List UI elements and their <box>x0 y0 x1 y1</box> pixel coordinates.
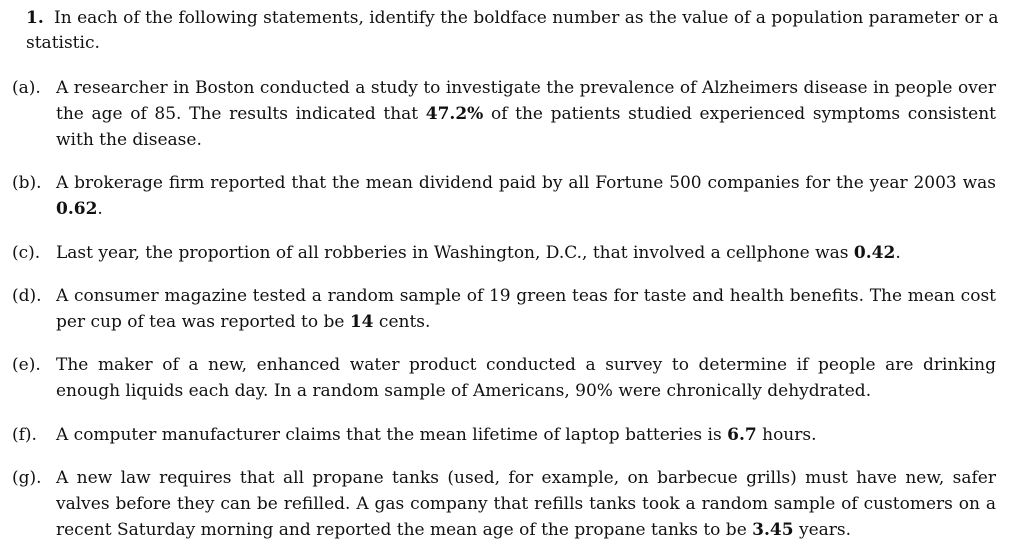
part-g <box>12 465 996 543</box>
statement-text: Last year, the proportion of all robberies in Washington, D.C., that involved a cellphone was <box>56 243 854 263</box>
question-number: 1. <box>26 8 44 28</box>
statement-text-end: cents. <box>373 312 431 332</box>
part-label: (c). <box>12 243 41 263</box>
question-header <box>26 6 1001 56</box>
part-d <box>12 283 996 335</box>
part-statement <box>56 170 996 222</box>
boldface-number: 3.45 <box>752 520 794 540</box>
boldface-number: 0.62 <box>56 199 98 219</box>
part-label: (g). <box>12 468 42 488</box>
part-a <box>12 75 996 153</box>
statement-text: A researcher in Boston conducted a study to investigate the prevalence of Alzheimers disease in people over the age of 85. The results indicated that <box>56 78 996 124</box>
part-label: (f). <box>12 425 37 445</box>
part-statement <box>56 465 996 543</box>
part-statement <box>56 240 996 266</box>
statement-text: A new law requires that all propane tanks (used, for example, on barbecue grills) must have new, safer valves before they can be refilled. A gas company that refills tanks took a random sample of customers on a recent Saturday morning and reported the mean age of the propane tanks to be <box>56 468 996 540</box>
part-statement <box>56 352 996 404</box>
statement-text-end: hours. <box>756 425 817 445</box>
part-statement <box>56 422 996 448</box>
statement-text: A computer manufacturer claims that the mean lifetime of laptop batteries is <box>56 425 728 445</box>
boldface-number: 47.2% <box>425 104 484 124</box>
statement-text: A brokerage firm reported that the mean dividend paid by all Fortune 500 companies for the year 2003 was <box>56 173 996 193</box>
statement-text-end: . <box>97 199 103 219</box>
part-e <box>12 352 996 404</box>
statement-text-end: of the patients studied experienced symptoms consistent with the disease. <box>56 104 996 150</box>
question-text: In each of the following statements, identify the boldface number as the value of a population parameter or a statistic. <box>26 8 999 53</box>
statement-text: The maker of a new, enhanced water product conducted a survey to determine if people are drinking enough liquids each day. In a random sample of Americans, 90% were chronically dehydrated. <box>56 355 996 401</box>
statement-text-end: years. <box>793 520 852 540</box>
statement-text: A consumer magazine tested a random sample of 19 green teas for taste and health benefits. The mean cost per cup of tea was reported to be <box>56 286 996 332</box>
statement-text-end: . <box>895 243 901 263</box>
part-statement <box>56 75 996 153</box>
boldface-number: 6.7 <box>727 425 757 445</box>
part-label: (e). <box>12 355 41 375</box>
part-label: (d). <box>12 286 42 306</box>
part-statement <box>56 283 996 335</box>
part-label: (b). <box>12 173 42 193</box>
part-b <box>12 170 996 222</box>
part-f <box>12 422 996 448</box>
boldface-number: 0.42 <box>853 243 896 263</box>
part-c <box>12 240 996 266</box>
part-label: (a). <box>12 78 41 98</box>
boldface-number: 14 <box>349 312 374 332</box>
